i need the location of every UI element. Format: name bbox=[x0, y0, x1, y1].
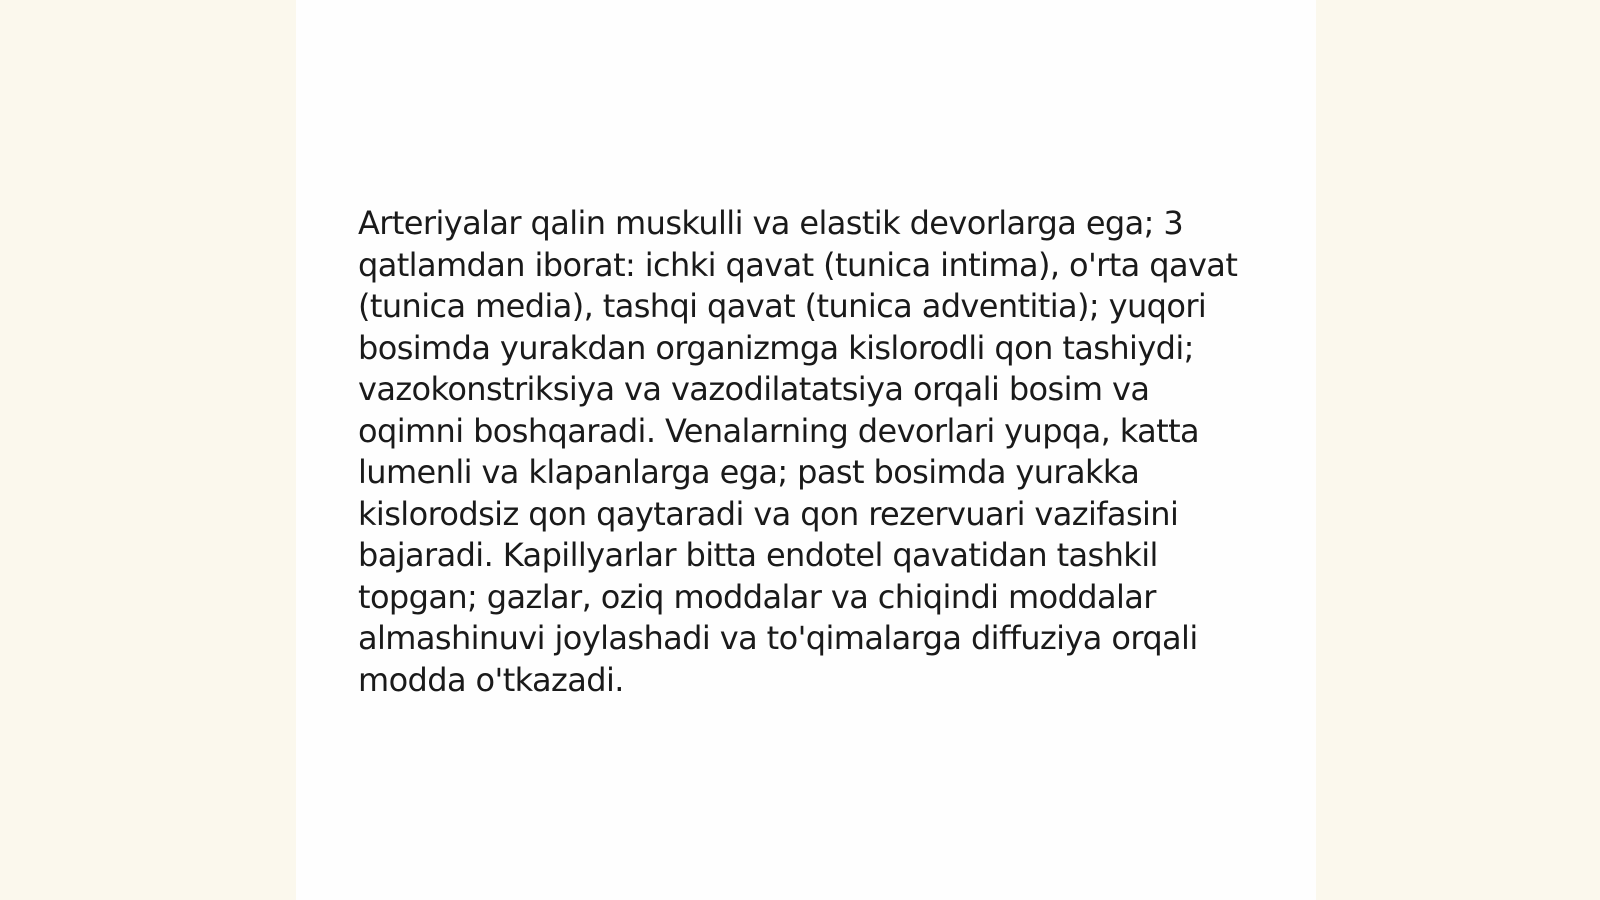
body-paragraph: Arteriyalar qalin muskulli va elastik devorlarga ega; 3 qatlamdan iborat: ichki qavat (tunica intima), o'rta qavat (tunica media), tashqi qavat (tunica adventitia); yuqori bosimda yurakdan organizmga kislorodli qon tashiydi; vazokonstriksiya va vazodilatatsiya orqali bosim va oqimni boshqaradi. Venalarning devorlari yupqa, katta lumenli va klapanlarga ega; past bosimda yurakka kislorodsiz qon qaytaradi va qon rezervuari vazifasini bajaradi. Kapillyarlar bitta endotel qavatidan tashkil topgan; gazlar, oziq moddalar va chiqindi moddalar almashinuvi joylashadi va to'qimalarga diffuziya orqali modda o'tkazadi. bbox=[358, 204, 1238, 699]
document-page bbox=[296, 0, 1316, 900]
